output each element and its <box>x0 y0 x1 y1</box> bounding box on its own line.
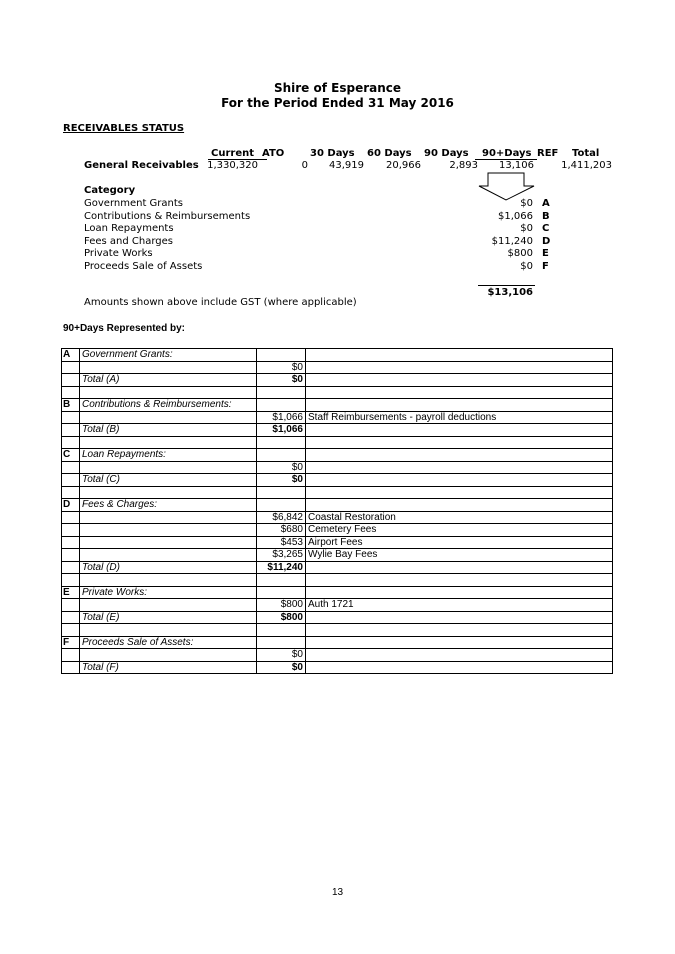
row-amount: $1,066 <box>257 424 306 437</box>
row-description <box>306 361 613 374</box>
row-amount: $0 <box>257 474 306 487</box>
row-label: Loan Repayments: <box>80 449 257 462</box>
row-label: Total (E) <box>80 611 257 624</box>
row-description <box>306 474 613 487</box>
row-ref <box>62 561 80 574</box>
row-label: Government Grants: <box>80 349 257 362</box>
row-ref <box>62 374 80 387</box>
row-label <box>80 511 257 524</box>
table-row <box>62 624 613 637</box>
row-ref: F <box>62 636 80 649</box>
table-row <box>62 449 613 462</box>
category-amount: $1,066 <box>498 211 533 222</box>
row-ref <box>62 649 80 662</box>
row-amount: $1,066 <box>257 411 306 424</box>
col-header-ato: ATO <box>262 148 285 159</box>
row-amount <box>257 349 306 362</box>
table-row <box>62 374 613 387</box>
category-label: Loan Repayments <box>84 223 174 234</box>
row-ref <box>62 524 80 537</box>
table-row <box>62 499 613 512</box>
row-ref <box>62 536 80 549</box>
row-label <box>80 624 257 637</box>
row-description <box>306 574 613 587</box>
row-label <box>80 436 257 449</box>
col-header-30days: 30 Days <box>310 148 355 159</box>
category-total: $13,106 <box>487 287 533 298</box>
row-description <box>306 424 613 437</box>
row-description: Cemetery Fees <box>306 524 613 537</box>
table-row <box>62 461 613 474</box>
category-label: Private Works <box>84 248 153 259</box>
row-ref <box>62 611 80 624</box>
category-amount: $11,240 <box>491 236 533 247</box>
table-row <box>62 649 613 662</box>
table-row <box>62 349 613 362</box>
row-amount: $3,265 <box>257 549 306 562</box>
row-amount <box>257 449 306 462</box>
row-label: Contributions & Reimbursements: <box>80 399 257 412</box>
row-description: Wylie Bay Fees <box>306 549 613 562</box>
row-amount: $800 <box>257 599 306 612</box>
category-amount: $0 <box>520 223 533 234</box>
category-ref: B <box>542 211 550 222</box>
category-amount: $0 <box>520 198 533 209</box>
row-amount <box>257 499 306 512</box>
category-label: Fees and Charges <box>84 236 173 247</box>
table-row <box>62 611 613 624</box>
table-row <box>62 524 613 537</box>
page-number: 13 <box>331 887 344 898</box>
row-label <box>80 599 257 612</box>
row-ref <box>62 424 80 437</box>
category-heading: Category <box>84 185 136 196</box>
row-label: Total (C) <box>80 474 257 487</box>
table-row <box>62 661 613 674</box>
row-ref: B <box>62 399 80 412</box>
row-amount: $0 <box>257 461 306 474</box>
row-label <box>80 386 257 399</box>
row-description <box>306 449 613 462</box>
row-description <box>306 374 613 387</box>
table-row <box>62 549 613 562</box>
row-amount: $11,240 <box>257 561 306 574</box>
row-description <box>306 436 613 449</box>
row-label: Private Works: <box>80 586 257 599</box>
row-label: Total (D) <box>80 561 257 574</box>
row-description <box>306 486 613 499</box>
row-ref: E <box>62 586 80 599</box>
table-row <box>62 511 613 524</box>
row-label: Fees & Charges: <box>80 499 257 512</box>
row-description <box>306 586 613 599</box>
total-rule <box>478 285 535 286</box>
row-description <box>306 649 613 662</box>
category-amount: $800 <box>507 248 533 259</box>
d90plus-value: 13,106 <box>499 160 534 171</box>
row-ref <box>62 599 80 612</box>
d60-value: 20,966 <box>386 160 421 171</box>
page-title: Shire of Esperance <box>273 81 402 95</box>
row-amount: $0 <box>257 661 306 674</box>
row-description <box>306 399 613 412</box>
table-row <box>62 536 613 549</box>
table-row <box>62 574 613 587</box>
row-ref <box>62 624 80 637</box>
row-description <box>306 636 613 649</box>
row-amount <box>257 386 306 399</box>
row-label <box>80 524 257 537</box>
col-header-current: Current <box>211 148 255 159</box>
category-label: Government Grants <box>84 198 183 209</box>
row-ref <box>62 511 80 524</box>
row-label <box>80 649 257 662</box>
table-row <box>62 474 613 487</box>
table-row <box>62 586 613 599</box>
gst-note: Amounts shown above include GST (where applicable) <box>84 297 357 308</box>
table-row <box>62 399 613 412</box>
category-ref: C <box>542 223 550 234</box>
table-row <box>62 599 613 612</box>
d90-value: 2,893 <box>449 160 478 171</box>
row-amount <box>257 436 306 449</box>
col-header-90days: 90 Days <box>424 148 469 159</box>
row-description <box>306 624 613 637</box>
row-description <box>306 561 613 574</box>
row-description: Airport Fees <box>306 536 613 549</box>
row-amount: $680 <box>257 524 306 537</box>
row-label <box>80 361 257 374</box>
row-description: Staff Reimbursements - payroll deductions <box>306 411 613 424</box>
col-header-60days: 60 Days <box>367 148 412 159</box>
row-label: Proceeds Sale of Assets: <box>80 636 257 649</box>
category-label: Contributions & Reimbursements <box>84 211 251 222</box>
row-description <box>306 386 613 399</box>
category-ref: F <box>542 261 549 272</box>
table-row <box>62 561 613 574</box>
table-row <box>62 486 613 499</box>
row-description: Auth 1721 <box>306 599 613 612</box>
row-description <box>306 611 613 624</box>
col-header-90plus: 90+Days <box>482 148 532 159</box>
row-amount <box>257 486 306 499</box>
page-subtitle: For the Period Ended 31 May 2016 <box>221 96 454 110</box>
table-row <box>62 636 613 649</box>
row-ref: C <box>62 449 80 462</box>
row-label <box>80 411 257 424</box>
table-row <box>62 436 613 449</box>
ato-value: 0 <box>301 160 308 171</box>
col-header-total: Total <box>572 148 600 159</box>
row-ref <box>62 574 80 587</box>
row-label: Total (F) <box>80 661 257 674</box>
row-ref <box>62 486 80 499</box>
row-label <box>80 549 257 562</box>
row-amount: $0 <box>257 361 306 374</box>
row-label <box>80 486 257 499</box>
table-row <box>62 424 613 437</box>
general-receivables-label: General Receivables <box>84 160 199 171</box>
row-amount: $800 <box>257 611 306 624</box>
row-description <box>306 349 613 362</box>
row-ref <box>62 436 80 449</box>
current-value: 1,330,320 <box>207 160 258 171</box>
total-value: 1,411,203 <box>561 160 612 171</box>
row-ref <box>62 411 80 424</box>
row-ref <box>62 661 80 674</box>
row-ref <box>62 361 80 374</box>
section-title: RECEIVABLES STATUS <box>63 123 185 134</box>
row-amount <box>257 636 306 649</box>
row-label <box>80 574 257 587</box>
row-description <box>306 461 613 474</box>
row-ref <box>62 461 80 474</box>
row-amount: $6,842 <box>257 511 306 524</box>
table-row <box>62 361 613 374</box>
col-header-ref: REF <box>537 148 559 159</box>
category-ref: E <box>542 248 549 259</box>
row-label: Total (B) <box>80 424 257 437</box>
row-description <box>306 499 613 512</box>
category-ref: D <box>542 236 551 247</box>
row-ref <box>62 474 80 487</box>
row-amount <box>257 574 306 587</box>
row-description <box>306 661 613 674</box>
row-ref <box>62 549 80 562</box>
d30-value: 43,919 <box>329 160 364 171</box>
row-ref: D <box>62 499 80 512</box>
table-row <box>62 386 613 399</box>
row-label <box>80 461 257 474</box>
category-amount: $0 <box>520 261 533 272</box>
row-label: Total (A) <box>80 374 257 387</box>
row-ref: A <box>62 349 80 362</box>
row-amount: $0 <box>257 649 306 662</box>
represented-heading: 90+Days Represented by: <box>63 323 186 334</box>
category-label: Proceeds Sale of Assets <box>84 261 203 272</box>
row-amount: $453 <box>257 536 306 549</box>
row-amount <box>257 586 306 599</box>
row-ref <box>62 386 80 399</box>
category-ref: A <box>542 198 550 209</box>
breakdown-table <box>61 348 613 674</box>
row-amount: $0 <box>257 374 306 387</box>
row-label <box>80 536 257 549</box>
row-description: Coastal Restoration <box>306 511 613 524</box>
row-amount <box>257 624 306 637</box>
row-amount <box>257 399 306 412</box>
table-row <box>62 411 613 424</box>
